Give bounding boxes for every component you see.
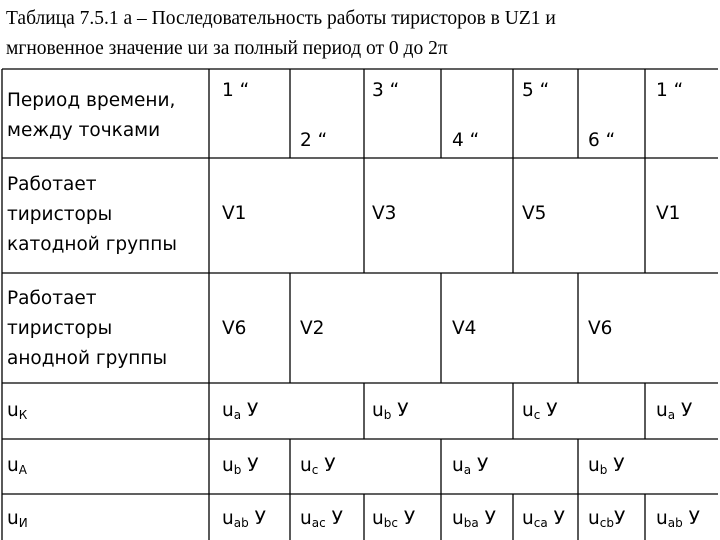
cathode-row-label: Работает тиристоры катодной группы	[7, 174, 177, 255]
period-point-bottom-1: 2 “	[300, 130, 328, 151]
caption-line-1: Таблица 7.5.1 а – Последовательность работы тиристоров в UZ1 и	[6, 8, 556, 29]
ui-value: $u_{cb}У$	[588, 508, 626, 530]
cathode-thyristor: V1	[656, 203, 681, 224]
anode-thyristor: V6	[588, 318, 613, 339]
caption-line-2: мгновенное значение uИ за полный период от 0 до 2π	[6, 38, 448, 59]
ui-value: $u_{ba}$ У	[452, 508, 496, 530]
uk-value: $u_c$ У	[522, 400, 558, 422]
period-point-bottom-2: 4 “	[452, 130, 480, 151]
period-point-top-1: 1 “	[222, 80, 250, 101]
uk-row-label: $u_К$	[7, 400, 28, 422]
ua-value: $u_b$ У	[588, 455, 625, 477]
period-point-top-2: 3 “	[372, 80, 400, 101]
anode-row-label: Работает тиристоры анодной группы	[7, 288, 168, 369]
ua-value: $u_c$ У	[300, 455, 336, 477]
anode-thyristor: V4	[452, 318, 477, 339]
anode-thyristor: V2	[300, 318, 325, 339]
cathode-thyristor: V5	[522, 203, 547, 224]
period-point-bottom-3: 6 “	[588, 130, 616, 151]
period-point-top-4: 1 “	[656, 80, 684, 101]
period-row-label: Период времени, между точками	[7, 90, 176, 141]
uk-value: $u_b$ У	[372, 400, 409, 422]
uk-value: $u_a$ У	[222, 400, 259, 422]
period-point-top-3: 5 “	[522, 80, 550, 101]
ua-value: $u_a$ У	[452, 455, 489, 477]
ui-row-label: $u_И$	[7, 508, 28, 530]
ui-value: $u_{ab}$ У	[656, 508, 700, 530]
ua-row-label: $u_А$	[7, 455, 27, 477]
uk-value: $u_a$ У	[656, 400, 693, 422]
cathode-thyristor: V3	[372, 203, 397, 224]
ui-value: $u_{bc}$ У	[372, 508, 416, 530]
ui-value: $u_{ca}$ У	[522, 508, 565, 530]
ui-value: $u_{ac}$ У	[300, 508, 343, 530]
anode-thyristor: V6	[222, 318, 247, 339]
cathode-thyristor: V1	[222, 203, 247, 224]
ua-value: $u_b$ У	[222, 455, 259, 477]
ui-value: $u_{ab}$ У	[222, 508, 266, 530]
